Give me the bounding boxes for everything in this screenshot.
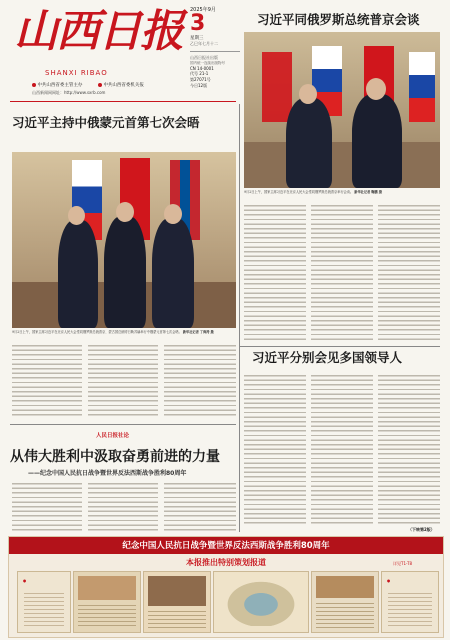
second-body-col-3 xyxy=(164,344,236,418)
bottom-banner[interactable] xyxy=(8,536,444,638)
date-year-month: 2025年9月 xyxy=(190,7,216,13)
second-caption: 9月2日上午，国家主席习近平在北京人民大会堂同俄罗斯总统普京、蒙古国总统呼日勒苏赫举行中俄蒙元首第七次会晤。 新华社记者 丁海涛 摄 xyxy=(12,330,214,334)
publisher: 山西日报社出版 xyxy=(190,55,218,60)
third-body-col-3 xyxy=(378,374,440,524)
issue-number: 第27071号 xyxy=(190,77,211,82)
third-body-col-1 xyxy=(244,374,306,524)
second-photo xyxy=(12,152,236,328)
banner-thumb-3[interactable] xyxy=(143,571,211,633)
postal-code: 代号 21-1 xyxy=(190,71,209,76)
lead-headline[interactable]: 习近平同俄罗斯总统普京会谈 xyxy=(257,12,420,27)
banner-thumb-6[interactable]: • xyxy=(381,571,439,633)
masthead-title: 山西日报 xyxy=(14,6,182,57)
date-weekday: 星期三 xyxy=(190,36,204,41)
lead-body-col-2 xyxy=(311,204,373,342)
masthead-organizer-2: 中共山西省委机关报 xyxy=(98,82,144,88)
date-lunar: 乙巳年七月十二 xyxy=(190,41,218,46)
second-body-col-1 xyxy=(12,344,82,418)
commentary-body-col-3 xyxy=(164,482,236,532)
serial-label: 国内统一连续出版物号 xyxy=(190,61,225,65)
lead-caption: 9月2日上午，国家主席习近平在北京人民大会堂同俄罗斯总统普京举行会谈。 新华社记者 鞠鹏 摄 xyxy=(244,190,382,194)
lead-photo xyxy=(244,32,440,188)
banner-thumb-1[interactable]: • xyxy=(17,571,71,633)
banner-thumb-5[interactable] xyxy=(311,571,379,633)
party-emblem-icon xyxy=(98,83,102,87)
page-count: 今日12版 xyxy=(190,83,208,88)
second-body-col-2 xyxy=(88,344,158,418)
date-block xyxy=(190,6,240,89)
second-headline[interactable]: 习近平主持中俄蒙元首第七次会晤 xyxy=(12,115,200,130)
date-day: 3 xyxy=(190,11,206,36)
banner-thumb-4[interactable] xyxy=(213,571,309,633)
banner-subtitle: 本报推出特别策划报道 xyxy=(186,558,266,567)
masthead-website[interactable]: 山西新闻网网址：http://www.sxrb.com xyxy=(32,90,106,95)
third-headline[interactable]: 习近平分别会见多国领导人 xyxy=(252,350,403,365)
masthead-organizer-1: 中共山西省委主管主办 xyxy=(32,82,82,88)
continued-note[interactable]: （下转第2版） xyxy=(408,527,435,532)
banner-pages-ref[interactable]: 详见T1-T8 xyxy=(393,561,413,566)
serial-code: CN 14-0001 xyxy=(190,66,214,71)
lead-body-col-3 xyxy=(378,204,440,342)
russia-flag-icon xyxy=(409,52,435,122)
commentary-headline[interactable]: 从伟大胜利中汲取奋勇前进的力量 xyxy=(10,449,220,465)
party-emblem-icon xyxy=(32,83,36,87)
masthead-pinyin: SHANXI RIBAO xyxy=(45,69,108,77)
china-flag-icon xyxy=(262,52,292,122)
banner-title: 纪念中国人民抗日战争暨世界反法西斯战争胜利80周年 xyxy=(122,541,330,551)
commentary-body-col-2 xyxy=(88,482,158,532)
commentary-body-col-1 xyxy=(12,482,82,532)
lead-body-col-1 xyxy=(244,204,306,342)
banner-thumb-2[interactable] xyxy=(73,571,141,633)
third-body-col-2 xyxy=(311,374,373,524)
commentary-kicker: 人民日报社论 xyxy=(96,433,130,439)
commentary-subheadline: ——纪念中国人民抗日战争暨世界反法西斯战争胜利80周年 xyxy=(28,470,187,477)
